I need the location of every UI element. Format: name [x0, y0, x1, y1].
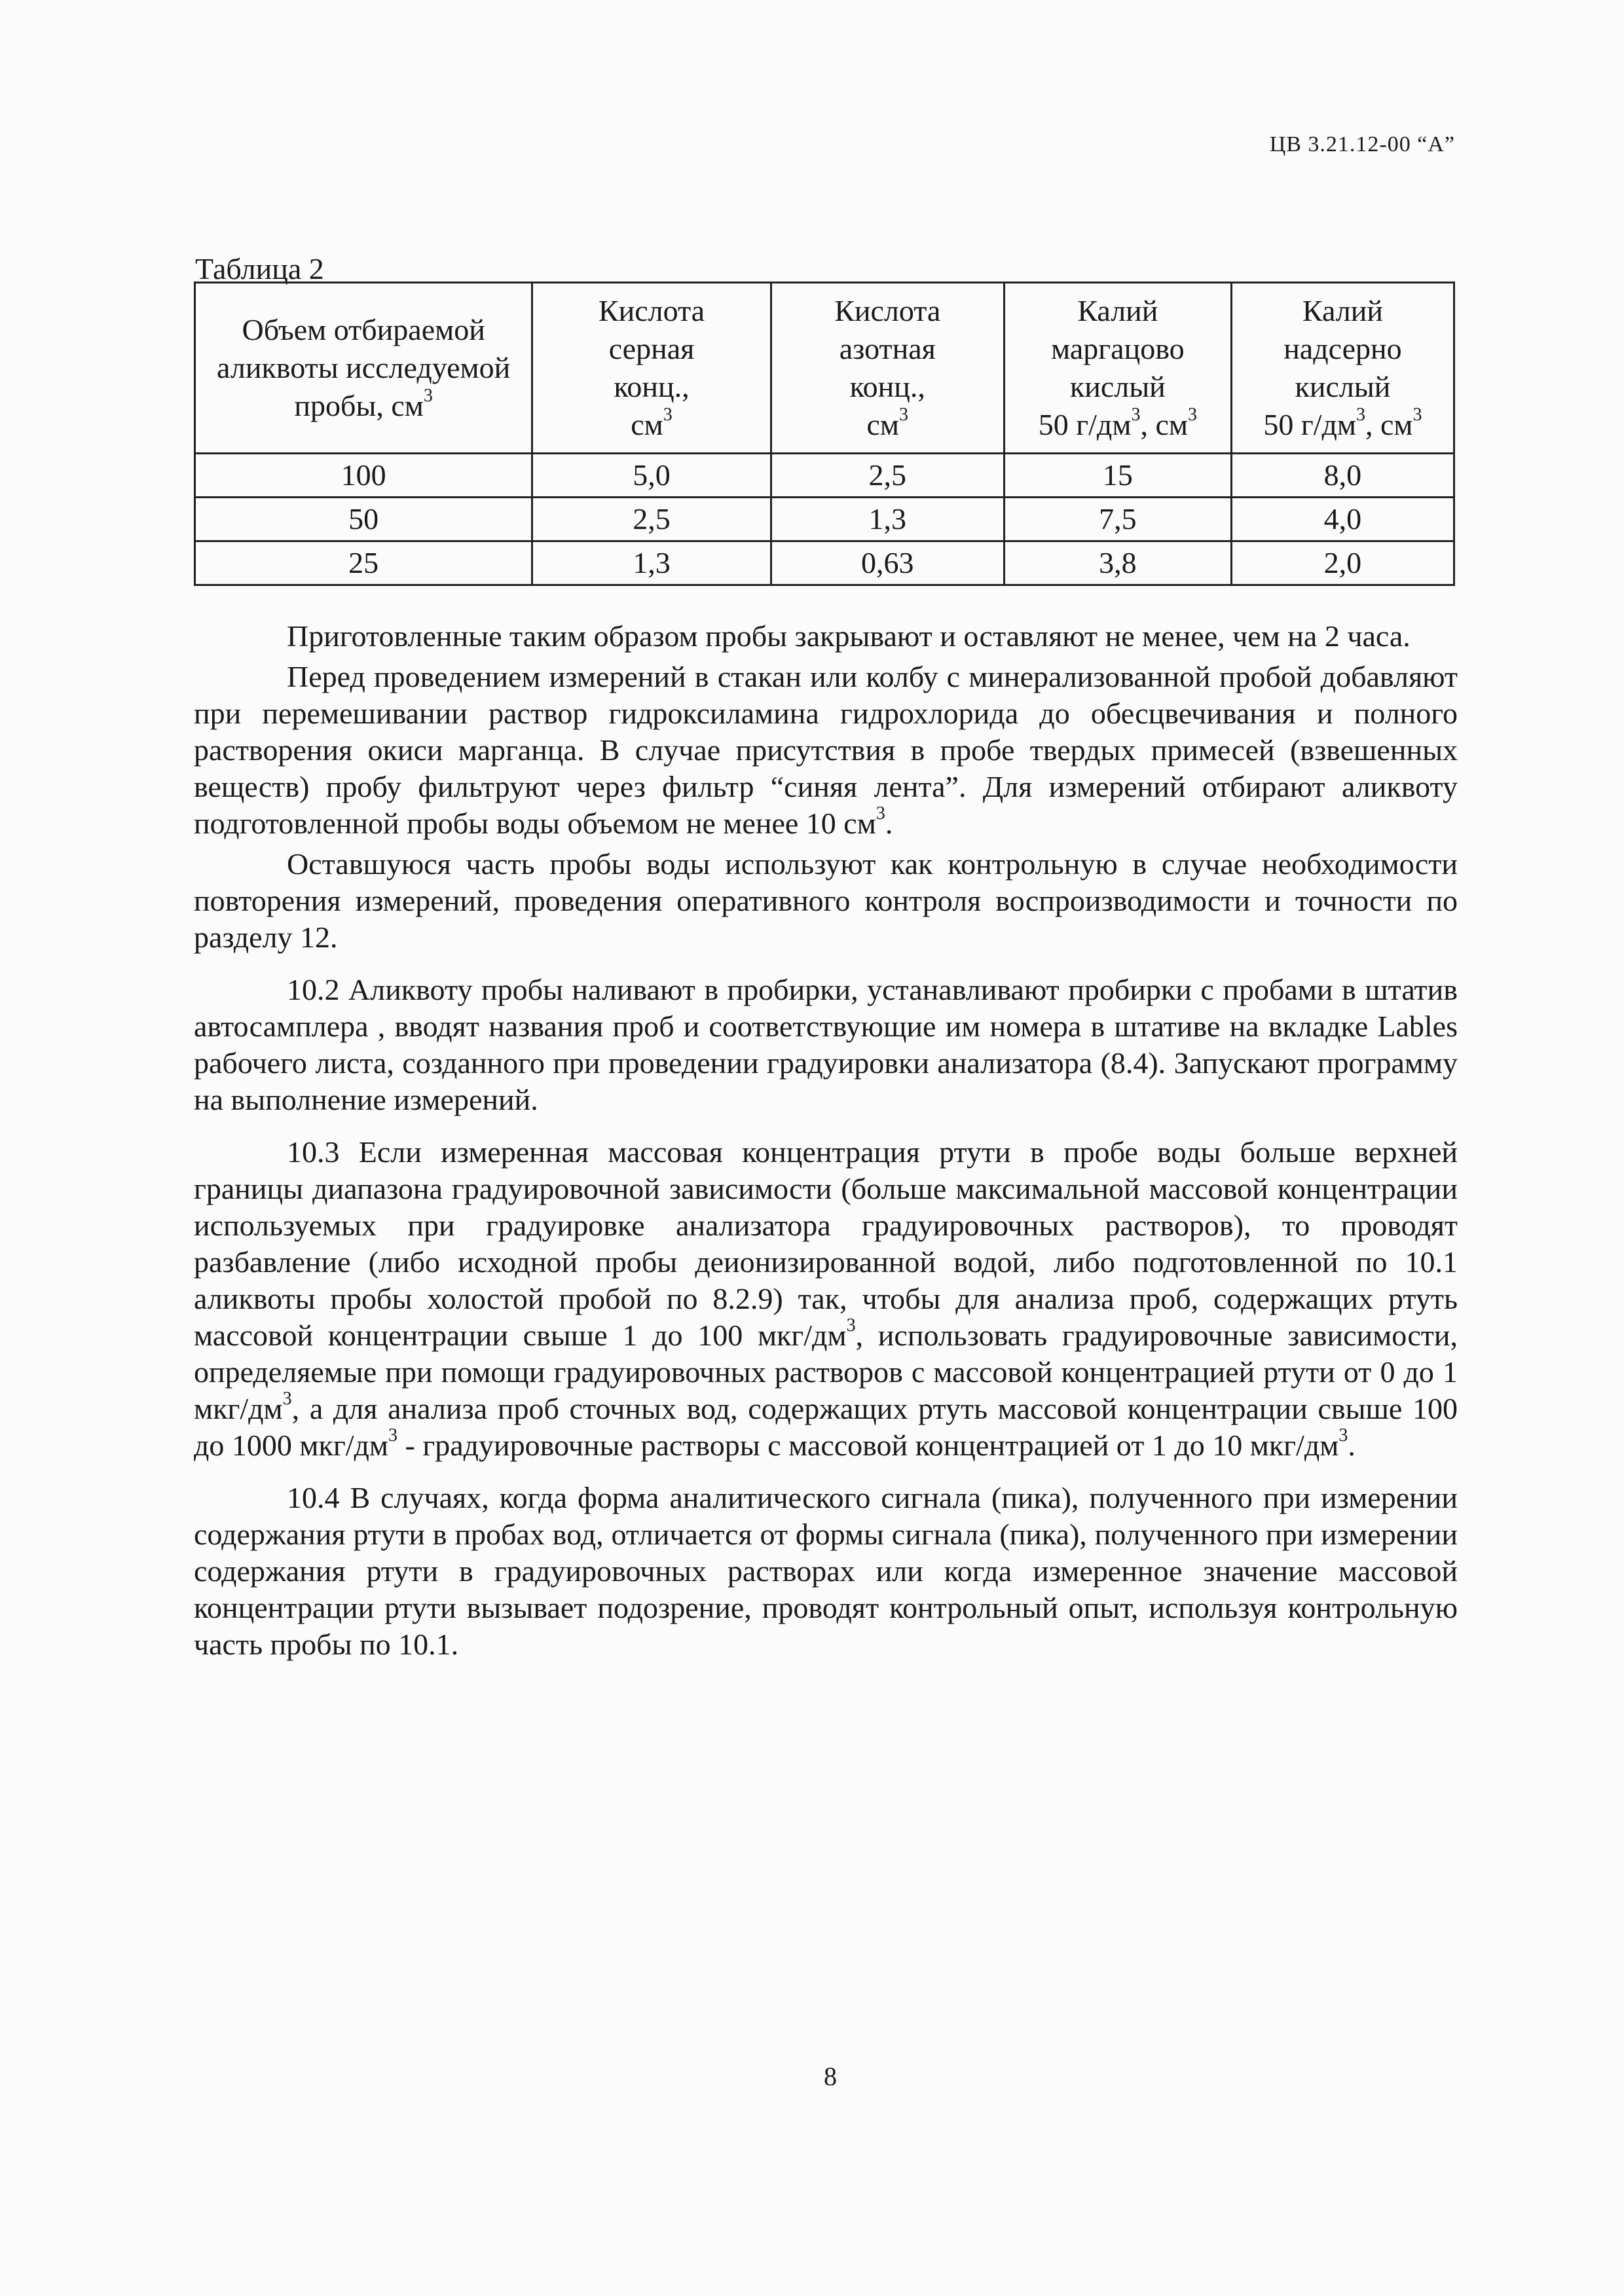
body-text [194, 618, 1458, 1679]
table-row [195, 541, 1454, 585]
table-cell: 4,0 [1231, 498, 1454, 541]
table-cell: 50 [195, 498, 532, 541]
table-title: Таблица 2 [195, 252, 324, 285]
table-row [195, 454, 1454, 498]
header-sample-volume: Объем отбираемой аликвоты исследуемой пробы, $см^3$ [195, 283, 532, 454]
table-cell: 0,63 [771, 541, 1004, 585]
table-cell: 3,8 [1004, 541, 1231, 585]
paragraph-10-4: 10.4 В случаях, когда форма аналитического сигнала (пика), полученного при измерении содержания ртути в пробах вод, отличается от формы сигнала (пика), полученного при измерении содержания ртути в градуировочных растворах или когда измеренное значение массовой концентрации ртути вызывает подозрение, проводят контрольный опыт, используя контрольную часть пробы по 10.1. [194, 1481, 1458, 1661]
table-cell: 5,0 [532, 454, 771, 498]
table-cell: 2,5 [532, 498, 771, 541]
table-row [195, 498, 1454, 541]
reagents-table [194, 282, 1455, 586]
table-cell: 100 [195, 454, 532, 498]
table-cell: 1,3 [771, 498, 1004, 541]
header-potassium-permanganate: Калий маргацово кислый 50 $г/дм^3$, $см^3$ [1004, 283, 1231, 454]
table-cell: 25 [195, 541, 532, 585]
header-sulfuric-acid: Кислота серная конц., $см^3$ [532, 283, 771, 454]
table-cell: 7,5 [1004, 498, 1231, 541]
table-cell: 2,5 [771, 454, 1004, 498]
paragraph-10-3: 10.3 Если измеренная массовая концентрация ртути в пробе воды больше верхней границы диапазона градуировочной зависимости (больше максимальной массовой концентрации используемых при градуировке анализатора градуировочных растворов), то проводят разбавление (либо исходной пробы деионизированной водой, либо подготовленной по 10.1 аликвоты пробы холостой пробой по 8.2.9) так, чтобы для анализа проб, содержащих ртуть массовой концентрации свыше 1 до 100 мкг/$дм^3$, использовать градуировочные зависимости, определяемые при помощи градуировочных растворов с массовой концентрацией ртути от 0 до 1 мкг/$дм^3$, а для анализа проб сточных вод, содержащих ртуть массовой концентрации свыше 100 до 1000 мкг/$дм^3$ - градуировочные растворы с массовой концентрацией от 1 до 10 мкг/$дм^3$. [194, 1135, 1458, 1462]
paragraph-10-2: 10.2 Аликвоту пробы наливают в пробирки, устанавливают пробирки с пробами в штатив автосамплера , вводят названия проб и соответствующие им номера в штативе на вкладке Lables рабочего листа, созданного при проведении градуировки анализатора (8.4). Запускают программу на выполнение измерений. [194, 973, 1458, 1116]
table-header-row [195, 283, 1454, 454]
page-number: 8 [824, 2062, 837, 2091]
table-cell: 2,0 [1231, 541, 1454, 585]
table-cell: 15 [1004, 454, 1231, 498]
document-code: ЦВ 3.21.12-00 “А” [1269, 132, 1455, 156]
paragraph-prepared-samples: Приготовленные таким образом пробы закрывают и оставляют не менее, чем на 2 часа. [287, 619, 1411, 653]
table-cell: 1,3 [532, 541, 771, 585]
header-potassium-persulfate: Калий надсерно кислый 50 $г/дм^3$, $см^3$ [1231, 283, 1454, 454]
header-nitric-acid: Кислота азотная конц., $см^3$ [771, 283, 1004, 454]
paragraph-before-measurement: Перед проведением измерений в стакан или колбу с минерализованной пробой добавляют при перемешивании раствор гидроксиламина гидрохлорида до обесцвечивания и полного растворения окиси марганца. В случае присутствия в пробе твердых примесей (взвешенных веществ) пробу фильтруют через фильтр “синяя лента”. Для измерений отбирают аликвоту подготовленной пробы воды объемом не менее 10 $см^3$. [194, 660, 1458, 840]
table-cell: 8,0 [1231, 454, 1454, 498]
paragraph-control-portion: Оставшуюся часть пробы воды используют как контрольную в случае необходимости повторения измерений, проведения оперативного контроля воспроизводимости и точности по разделу 12. [194, 847, 1458, 954]
